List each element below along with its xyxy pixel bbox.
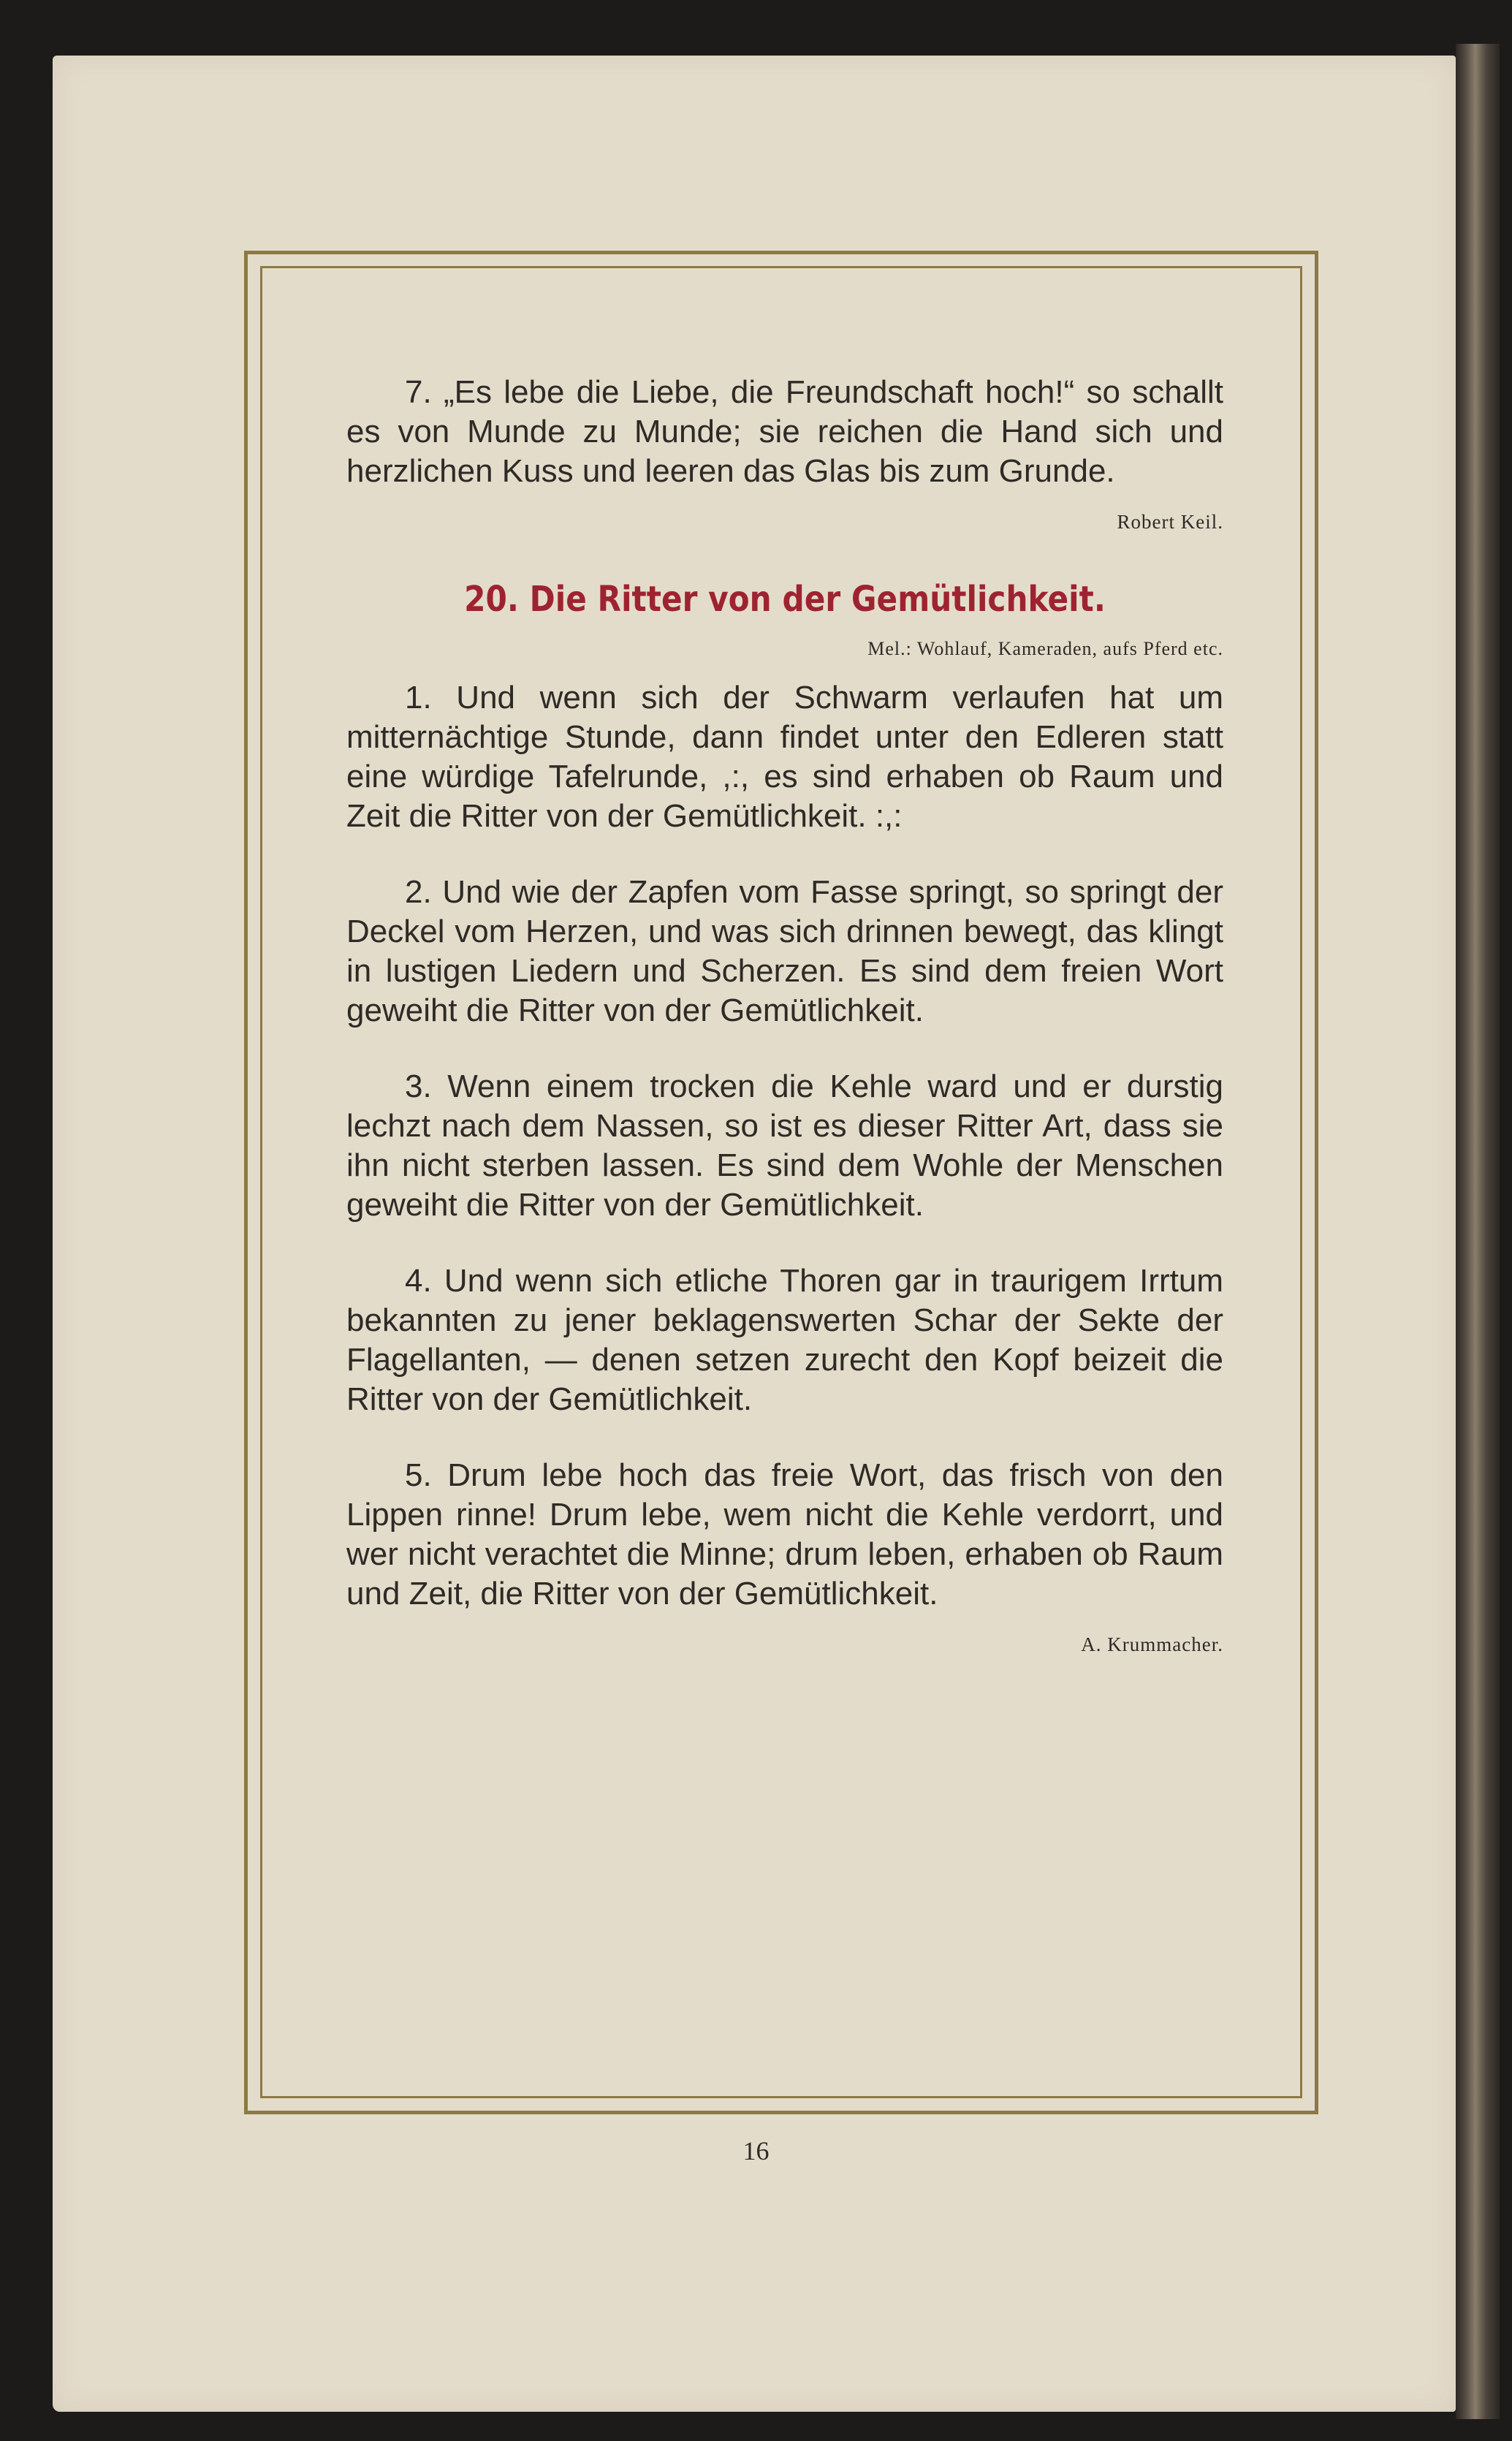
stanza-3: 3. Wenn einem trocken die Kehle ward und er durstig lechzt nach dem Nassen, so ist es dieser Ritter Art, dass sie ihn nicht sterben lassen. Es sind dem Wohle der Menschen geweiht die Ritter von der Gemütlichkeit. [346,1068,1223,1223]
stanza-4: 4. Und wenn sich etliche Thoren gar in traurigem Irrtum bekannten zu jener beklagenswerten Schar der Sekte der Flagellanten, — denen setzen zurecht den Kopf beizeit die Ritter von der Gemütlichkeit. [346,1263,1223,1417]
stanza-2: 2. Und wie der Zapfen vom Fasse springt, so springt der Deckel vom Herzen, und was sich drinnen bewegt, das klingt in lustigen Liedern und Scherzen. Es sind dem freien Wort geweiht die Ritter von der Gemütlichkeit. [346,874,1223,1028]
stanza-7: 7. „Es lebe die Liebe, die Freundschaft hoch!“ so schallt es von Munde zu Munde; sie reichen die Hand sich und herzlichen Kuss und leeren das Glas bis zum Grunde. [346,374,1223,489]
page-content [346,373,1223,1656]
attribution-robert-keil: Robert Keil. [1117,511,1223,533]
stanza-1: 1. Und wenn sich der Schwarm verlaufen hat um mitternächtige Stunde, dann findet unter den Edleren statt eine würdige Tafelrunde, ,:, es sind erhaben ob Raum und Zeit die Ritter von der Gemütlichkeit. :,: [346,680,1223,834]
page-number: 16 [742,2136,770,2165]
book-binding-edge [1456,44,1500,2419]
attribution-krummacher: A. Krummacher. [1081,1633,1223,1655]
song-title: 20. Die Ritter von der Gemütlichkeit. [464,579,1106,620]
melody-note: Mel.: Wohlauf, Kameraden, aufs Pferd etc. [867,638,1223,659]
stanza-5: 5. Drum lebe hoch das freie Wort, das frisch von den Lippen rinne! Drum lebe, wem nicht die Kehle verdorrt, und wer nicht verachtet die Minne; drum leben, erhaben ob Raum und Zeit, die Ritter von der Gemütlichkeit. [346,1457,1223,1611]
